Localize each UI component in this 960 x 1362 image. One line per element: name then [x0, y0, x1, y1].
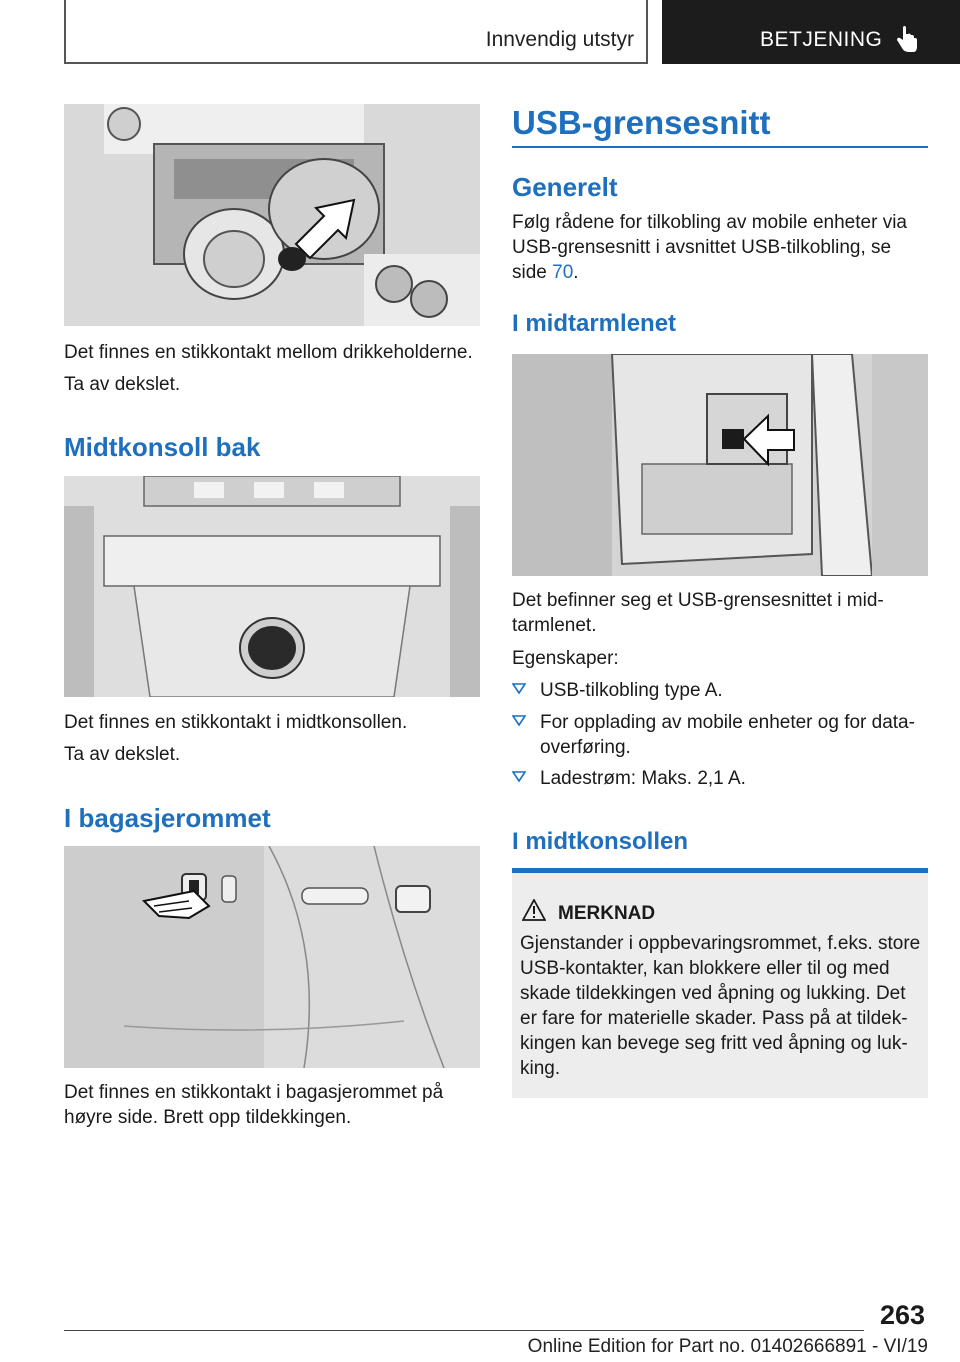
page-link-70[interactable]: 70 — [552, 262, 574, 283]
notice-line: USB-kontakter, kan blokkere eller til og med — [520, 958, 890, 979]
armrest-line2: tarmlenet. — [512, 615, 597, 636]
list-item — [512, 678, 928, 703]
general-line2: USB-grensesnitt i avsnittet USB-tilkobling, se — [512, 237, 892, 258]
caption-trunk-line1: Det finnes en stikkontakt i bagasjerommet på — [64, 1082, 444, 1103]
notice-title: MERKNAD — [558, 903, 656, 924]
bullet-text: Ladestrøm: Maks. 2,1 A. — [540, 768, 746, 789]
section-tab — [64, 0, 648, 64]
section-label: Innvendig utstyr — [485, 28, 634, 51]
heading-armrest: I midtarmlenet — [512, 310, 677, 337]
general-line3 — [512, 260, 579, 285]
page-title: USB-grensesnitt — [512, 104, 771, 141]
armrest-line1: Det befinner seg et USB-grensesnittet i mid- — [512, 590, 884, 611]
heading-center-console: I midtkonsollen — [512, 828, 689, 855]
general-line1: Følg rådene for tilkobling av mobile enheter via — [512, 212, 907, 233]
general-line3-suffix: . — [573, 262, 579, 283]
heading-trunk: I bagasjerommet — [64, 803, 271, 833]
notice-body — [520, 931, 924, 1081]
notice-line: er fare for materielle skader. Pass på at tildek- — [520, 1008, 908, 1029]
bullet-text-cont: overføring. — [540, 737, 631, 758]
caption-rear-console: Det finnes en stikkontakt i midtkonsollen. — [64, 712, 408, 733]
chapter-label: BETJENING — [760, 28, 883, 51]
general-line3-prefix: side — [512, 262, 547, 283]
page-number: 263 — [880, 1300, 926, 1330]
list-item — [512, 766, 928, 791]
title-rule — [512, 146, 928, 148]
caption-cupholder-cover: Ta av dekslet. — [64, 374, 181, 395]
notice-box — [512, 868, 928, 1098]
bullet-text: USB-tilkobling type A. — [540, 680, 723, 701]
trunk-socket-image — [64, 846, 480, 1068]
notice-line: skade tildekkingen ved åpning og lukking. Det — [520, 983, 906, 1004]
triangle-bullet-icon — [512, 681, 526, 695]
caption-trunk-line2: høyre side. Brett opp tildekkingen. — [64, 1107, 352, 1128]
rear-console-image — [64, 476, 480, 697]
warning-icon — [522, 899, 546, 921]
chapter-tab — [662, 0, 960, 64]
properties-label: Egenskaper: — [512, 648, 619, 669]
notice-line: king. — [520, 1058, 561, 1079]
heading-general: Generelt — [512, 172, 618, 202]
triangle-bullet-icon — [512, 769, 526, 783]
bullet-text: For opplading av mobile enheter og for data- — [540, 712, 915, 733]
footer-rule — [64, 1330, 864, 1331]
edition-text: Online Edition for Part no. 01402666891 - VI/19 — [527, 1336, 928, 1357]
list-item — [512, 710, 928, 760]
heading-rear-console: Midtkonsoll bak — [64, 432, 261, 462]
triangle-bullet-icon — [512, 713, 526, 727]
notice-line: kingen kan bevege seg fritt ved åpning og luk- — [520, 1033, 908, 1054]
armrest-usb-image — [512, 354, 928, 576]
caption-cupholder: Det finnes en stikkontakt mellom drikkeholderne. — [64, 342, 473, 363]
notice-line: Gjenstander i oppbevaringsrommet, f.eks. store — [520, 933, 921, 954]
caption-rear-console-cover: Ta av dekslet. — [64, 744, 181, 765]
pointing-hand-icon — [894, 26, 920, 54]
cupholder-socket-image — [64, 104, 480, 326]
